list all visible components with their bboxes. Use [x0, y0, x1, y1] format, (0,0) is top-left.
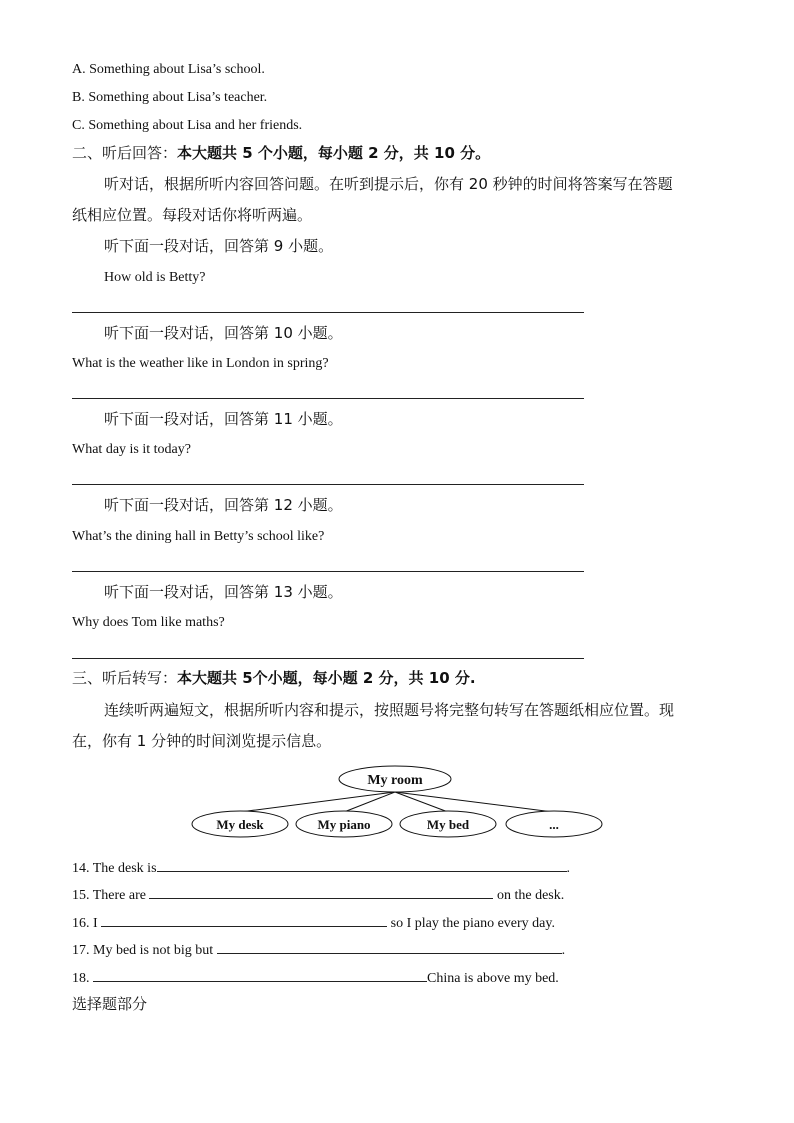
option-b: B. Something about Lisa’s teacher.	[72, 90, 268, 105]
sentence-15-start: 15. There are	[72, 888, 146, 903]
diagram-child-label-piano: My piano	[317, 817, 371, 832]
section3-heading-number: 三、听后转写：	[72, 669, 178, 687]
section2-instructions-line1: 听对话，根据所听内容回答问题。在听到提示后，你有 20 秒钟的时间将答案写在答题	[104, 175, 673, 193]
item-12-prompt: 听下面一段对话，回答第 12 小题。	[104, 496, 343, 514]
part-title-multiple-choice: 选择题部分	[72, 995, 148, 1013]
sentence-18-start: 18.	[72, 971, 90, 986]
section2-instructions-line2: 纸相应位置。每段对话你将听两遍。	[72, 206, 313, 224]
sentence-14-start: 14. The desk is	[72, 861, 157, 876]
item-13-question: Why does Tom like maths?	[72, 615, 225, 630]
sentence-15	[72, 886, 564, 903]
sentence-14	[72, 859, 570, 876]
item-9-question: How old is Betty?	[104, 270, 206, 285]
item-11-question: What day is it today?	[72, 442, 191, 457]
item-11-prompt: 听下面一段对话，回答第 11 小题。	[104, 410, 343, 428]
section2-heading-number: 二、听后回答：	[72, 144, 178, 162]
sentence-16-blank[interactable]	[101, 914, 387, 927]
diagram-child-label-more: ...	[549, 817, 559, 832]
sentence-17-start: 17. My bed is not big but	[72, 943, 214, 958]
option-c: C. Something about Lisa and her friends.	[72, 118, 303, 133]
diagram-link-more	[395, 792, 553, 812]
section3-heading-text: 本大题共 5个小题，每小题 2 分，共 10 分.	[177, 669, 476, 687]
diagram-root-label: My room	[367, 773, 423, 788]
sentence-16-end: so I play the piano every day.	[390, 916, 555, 931]
section3-instructions-line1: 连续听两遍短文，根据所听内容和提示，按照题号将完整句转写在答题纸相应位置。现	[104, 701, 675, 719]
sentence-16-start: 16. I	[72, 916, 98, 931]
section3-instructions-line2: 在，你有 1 分钟的时间浏览提示信息。	[72, 732, 332, 750]
sentence-14-blank[interactable]	[157, 859, 567, 872]
section2-heading-text: 本大题共 5 个小题，每小题 2 分，共 10 分。	[177, 144, 491, 162]
diagram-link-desk	[240, 792, 395, 812]
item-9-prompt: 听下面一段对话，回答第 9 小题。	[104, 237, 334, 255]
item-13-prompt: 听下面一段对话，回答第 13 小题。	[104, 583, 343, 601]
sentence-17-blank[interactable]	[217, 941, 562, 954]
sentence-15-blank[interactable]	[149, 886, 493, 899]
sentence-15-end: on the desk.	[496, 888, 565, 903]
sentence-18	[72, 969, 559, 986]
sentence-17-end: .	[561, 943, 566, 958]
item-12-question: What’s the dining hall in Betty’s school like?	[72, 529, 325, 544]
item-10-question: What is the weather like in London in spring?	[72, 356, 329, 371]
item-10-prompt: 听下面一段对话，回答第 10 小题。	[104, 324, 343, 342]
sentence-18-blank[interactable]	[93, 969, 427, 982]
sentence-17	[72, 941, 565, 958]
diagram-child-label-desk: My desk	[216, 817, 264, 832]
sentence-16	[72, 914, 555, 931]
diagram-child-label-bed: My bed	[426, 817, 470, 832]
sentence-14-end: .	[566, 861, 571, 876]
sentence-18-end: China is above my bed.	[427, 971, 559, 986]
option-a: A. Something about Lisa’s school.	[72, 62, 265, 77]
